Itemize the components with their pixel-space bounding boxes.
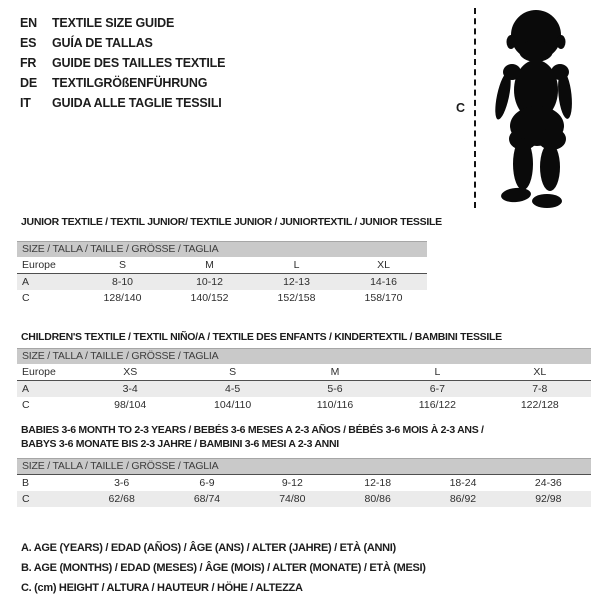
table-row [17,475,591,491]
table-row [17,364,591,381]
language-row-de [20,73,225,93]
table-cell: M [205,259,214,271]
table-cell: 10-12 [196,276,223,288]
table-row [17,381,591,397]
table-cell: 110/116 [316,399,354,411]
table-cell: S [229,366,237,378]
table-cell: 12-18 [364,477,392,489]
table-cell: 12-13 [283,276,310,288]
table-cell: 140/152 [190,292,229,304]
language-code: EN [20,16,37,30]
row-label: A [22,276,30,288]
table-cell: L [434,366,441,378]
language-row-en [20,13,225,33]
table-cell: S [118,259,126,271]
babies-table-title: BABIES 3-6 MONTH TO 2-3 YEARS / BEBÉS 3-6 MESES A 2-3 AÑOS / BÉBÉS 3-6 MOIS À 2-3 ANS / BABYS 3-6 MONATE BIS 2-3 JAHRE / BAMBINI 3-6 MESI A 2-3 ANNI [21,424,484,450]
table-row [17,491,591,507]
height-measure-label: C [456,101,466,115]
children-table-title: CHILDREN'S TEXTILE / TEXTIL NIÑO/A / TEXTILE DES ENFANTS / KINDERTEXTIL / BAMBINI TESSILE [21,331,502,343]
table-cell: 14-16 [370,276,397,288]
row-label: A [22,383,30,395]
table-cell: 158/170 [364,292,403,304]
table-cell: 24-36 [534,477,562,489]
table-cell: XL [377,259,390,271]
language-title: TEXTILGRÖßENFÜHRUNG [52,76,208,90]
language-row-it [20,93,225,113]
table-cell: 68/74 [193,493,221,505]
table-cell: 86/92 [449,493,477,505]
table-cell: M [330,366,340,378]
junior-table-title: JUNIOR TEXTILE / TEXTIL JUNIOR/ TEXTILE JUNIOR / JUNIORTEXTIL / JUNIOR TESSILE [21,216,442,228]
row-label: Europe [22,366,56,378]
table-cell: 74/80 [279,493,306,505]
size-header-row: SIZE / TALLA / TAILLE / GRÖSSE / TAGLIA [17,241,427,257]
language-title: GUIDE DES TAILLES TEXTILE [52,56,226,70]
footnote-b: B. AGE (MONTHS) / EDAD (MESES) / ÂGE (MOIS) / ALTER (MONATE) / ETÀ (MESI) [21,562,426,574]
table-row [17,274,427,290]
row-label: Europe [22,259,56,271]
language-row-fr [20,53,225,73]
table-cell: 6-9 [199,477,215,489]
language-code: ES [20,36,37,50]
table-cell: 128/140 [103,292,142,304]
table-cell: 3-6 [114,477,130,489]
baby-silhouette-icon [486,9,584,209]
table-row [17,257,427,274]
row-label: C [22,292,30,304]
footnote-a: A. AGE (YEARS) / EDAD (AÑOS) / ÂGE (ANS) / ALTER (JAHRE) / ETÀ (ANNI) [21,542,396,554]
footnotes [21,538,426,598]
table-cell: 80/86 [364,493,391,505]
table-cell: XS [123,366,138,378]
language-row-es [20,33,225,53]
table-cell: 6-7 [429,383,445,395]
language-list [20,13,225,113]
table-cell: 116/122 [418,399,456,411]
table-cell: 62/68 [108,493,135,505]
babies-size-table [17,458,591,507]
language-title: GUIDA ALLE TAGLIE TESSILI [52,96,222,110]
height-measure-dashed-line [474,8,476,208]
table-cell: 8-10 [111,276,133,288]
row-label: B [22,477,30,489]
table-cell: 9-12 [281,477,303,489]
row-label: C [22,399,30,411]
table-cell: 152/158 [277,292,316,304]
children-size-table [17,348,591,413]
table-row [17,397,591,413]
language-code: IT [20,96,31,110]
size-header-row: SIZE / TALLA / TAILLE / GRÖSSE / TAGLIA [17,348,591,364]
language-title: GUÍA DE TALLAS [52,36,153,50]
table-cell: 4-5 [225,383,241,395]
table-cell: 7-8 [532,383,548,395]
table-cell: 3-4 [122,383,138,395]
table-cell: 98/104 [114,399,147,411]
footnote-c: C. (cm) HEIGHT / ALTURA / HAUTEUR / HÖHE / ALTEZZA [21,582,303,594]
table-cell: 122/128 [520,399,559,411]
table-cell: L [293,259,300,271]
table-cell: 92/98 [535,493,562,505]
language-code: DE [20,76,37,90]
table-row [17,290,427,306]
table-cell: 18-24 [449,477,477,489]
table-cell: 5-6 [327,383,343,395]
language-code: FR [20,56,37,70]
language-title: TEXTILE SIZE GUIDE [52,16,175,30]
junior-size-table [17,241,427,306]
row-label: C [22,493,30,505]
size-header-row: SIZE / TALLA / TAILLE / GRÖSSE / TAGLIA [17,458,591,475]
table-cell: XL [533,366,547,378]
table-cell: 104/110 [214,399,252,411]
